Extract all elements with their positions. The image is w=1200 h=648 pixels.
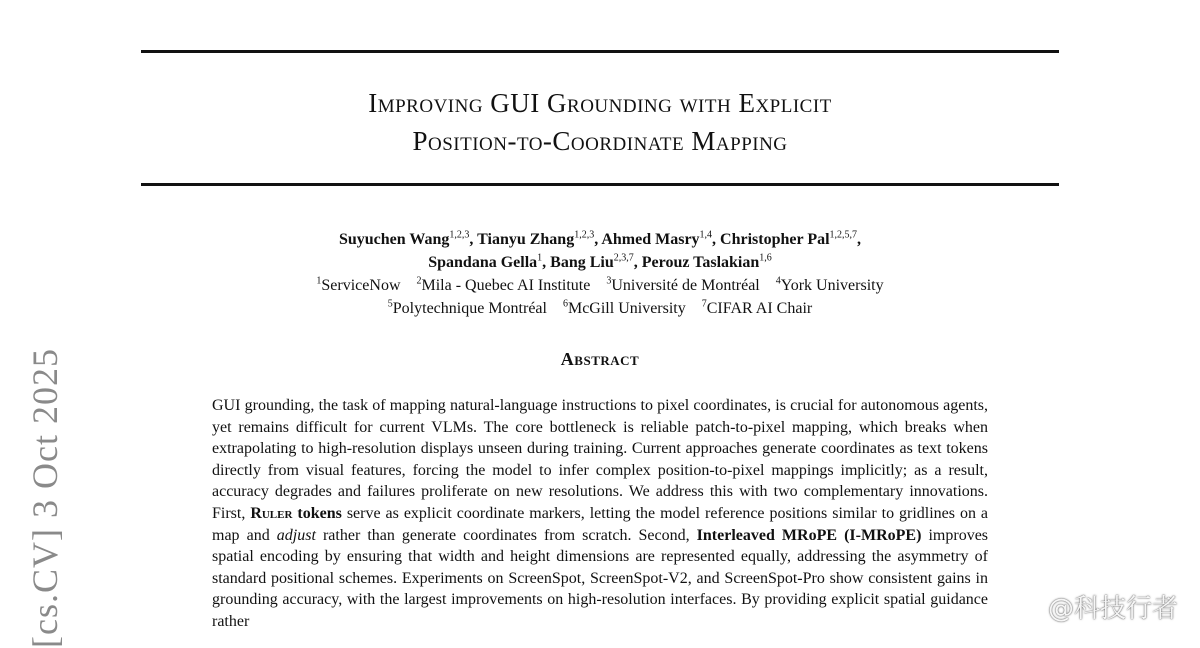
affiliation-line-1	[141, 274, 1059, 297]
author-name: Ahmed Masry	[601, 231, 700, 248]
affiliation-number: 5	[387, 298, 393, 310]
affiliation-name: Mila - Quebec AI Institute	[421, 277, 591, 294]
affiliation-name: McGill University	[567, 300, 686, 317]
affiliation-number: 3	[606, 275, 612, 287]
bottom-rule	[141, 183, 1059, 186]
abstract-heading: Abstract	[560, 349, 640, 369]
author-affiliation-marker: 1,2,3	[449, 229, 470, 241]
affiliation-number: 7	[701, 298, 707, 310]
abstract-text: GUI grounding, the task of mapping natural-language instructions to pixel coordinates, is crucial for autonomous agents, yet remains difficult for current VLMs. The core bottleneck is reliable patch-to-pixel mapping, which breaks when extrapolating to high-resolution displays unseen during training. Current approaches generate coordinates as text tokens directly from visual features, forcing the model to infer complex position-to-pixel mappings implicitly; as a result, accuracy degrades and failures proliferate on new resolutions. We address this with two complementary innovations. First,	[212, 397, 988, 522]
affiliation-name: ServiceNow	[321, 277, 401, 294]
title-line-1: Improving GUI Grounding with Explicit	[368, 88, 832, 118]
paper-title	[141, 84, 1059, 160]
tokens-term: tokens	[297, 504, 342, 522]
author-affiliation-marker: 1,2,3	[574, 229, 595, 241]
author-name: Perouz Taslakian	[641, 254, 760, 271]
author-line-2: Spandana Gella$^1$, Bang Liu$^{2,3,7}$, Perouz Taslakian$^{1,6}$	[428, 252, 772, 271]
author-name: Suyuchen Wang	[338, 231, 450, 248]
author-affiliation-marker: 1	[537, 252, 543, 264]
watermark: @科技行者	[1047, 594, 1178, 624]
author-affiliation-marker: 1,6	[759, 252, 772, 264]
abstract-text: improves spatial encoding by ensuring that width and height dimensions are represented equally, addressing the asymmetry of standard positional schemes. Experiments on ScreenSpot, ScreenSpot-V2, and ScreenSpot-Pro show consistent gains in grounding accuracy, with the largest improvements on high-resolution interfaces. By providing explicit spatial guidance rather	[212, 526, 989, 630]
author-name: Bang Liu	[550, 254, 614, 271]
affiliation-number: 6	[562, 298, 568, 310]
author-name: Christopher Pal	[720, 231, 830, 248]
abstract-text: serve as explicit coordinate markers, letting the model reference positions similar to gridlines on a map and	[212, 504, 989, 544]
author-affiliation-marker: 1,2,5,7	[829, 229, 858, 241]
title-line-2: Position-to-Coordinate Mapping	[412, 126, 788, 156]
affiliation-name: Polytechnique Montréal	[392, 300, 547, 317]
arxiv-stamp: [cs.CV] 3 Oct 2025	[25, 348, 65, 648]
affiliation-name: Université de Montréal	[611, 277, 760, 294]
adjust-term: adjust	[276, 526, 316, 544]
author-name: Spandana Gella	[428, 254, 538, 271]
ruler-term: Ruler	[250, 504, 293, 522]
author-block	[141, 228, 1059, 320]
affiliation-number: 4	[775, 275, 781, 287]
imrope-term: Interleaved MRoPE (I-MRoPE)	[696, 526, 922, 544]
affiliation-number: 2	[416, 275, 422, 287]
author-name: Tianyu Zhang	[477, 231, 575, 248]
top-rule	[141, 50, 1059, 53]
abstract-text: rather than generate coordinates from scratch. Second,	[322, 526, 690, 544]
affiliation-name: York University	[780, 277, 884, 294]
author-line-1: Suyuchen Wang$^{1,2,3}$, Tianyu Zhang$^{1,2,3}$, Ahmed Masry$^{1,4}$, Christopher Pal$^{1,2,5,7}$,	[338, 229, 862, 248]
abstract-body	[212, 395, 988, 633]
author-affiliation-marker: 2,3,7	[613, 252, 634, 264]
affiliation-number: 1	[316, 275, 322, 287]
author-affiliation-marker: 1,4	[699, 229, 713, 241]
affiliation-line-2	[141, 297, 1059, 320]
affiliation-name: CIFAR AI Chair	[706, 300, 813, 317]
